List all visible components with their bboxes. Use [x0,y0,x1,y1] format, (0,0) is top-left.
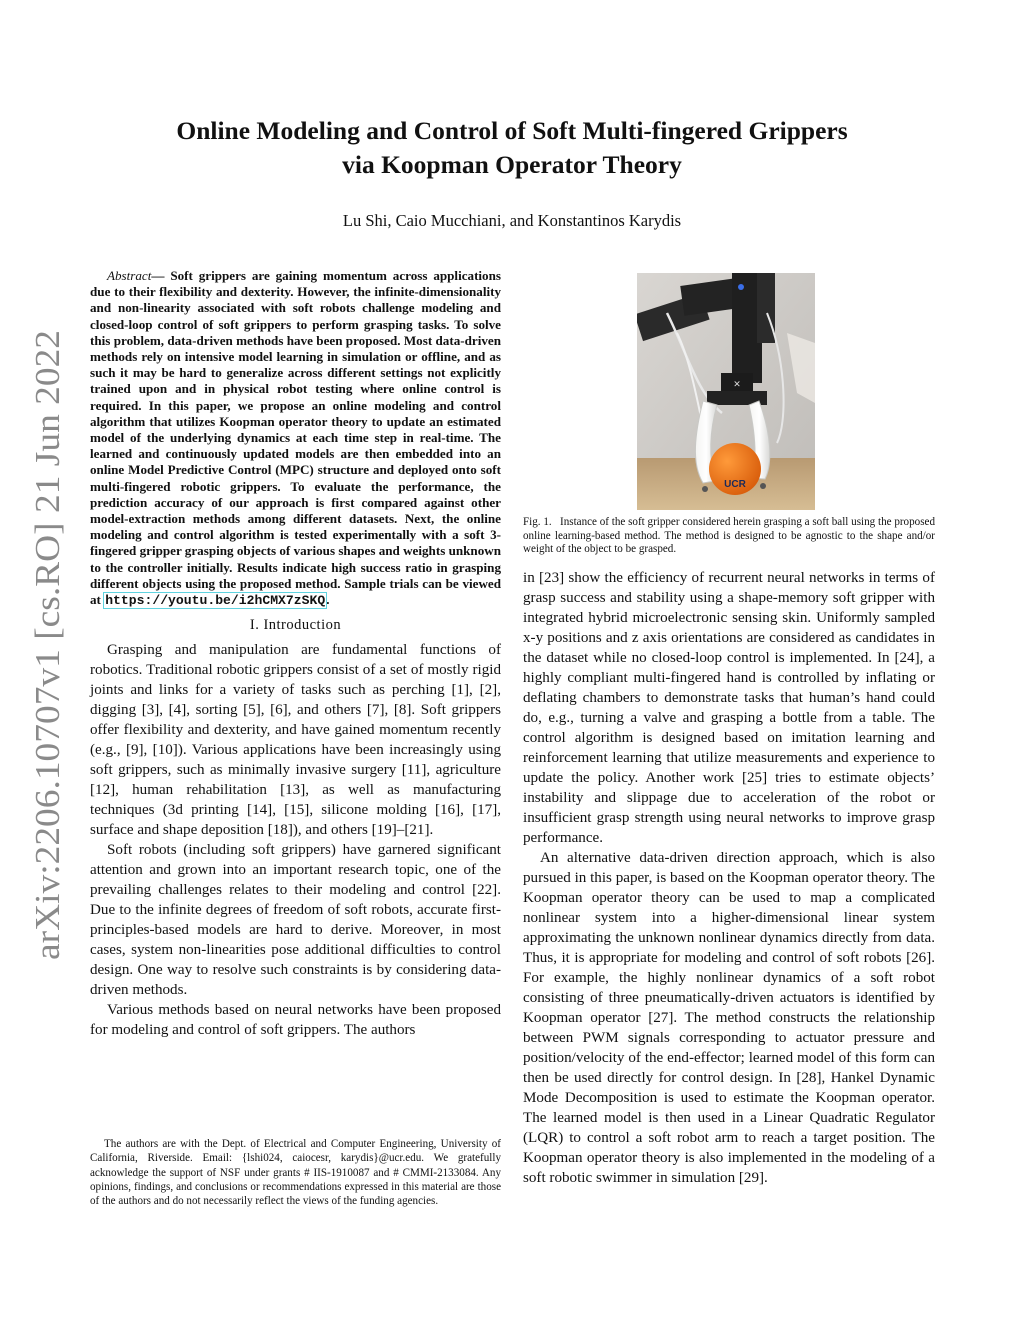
right-paragraph-1: in [23] show the efficiency of recurrent neural networks in terms of grasp success and stability using a shape-memory soft gripper with integrated hybrid microelectronic sensing skin. Uniformly sampled x-y positions and z axis orientations are considered as candidates in the dataset while no closed-loop control is implemented. In [24], a highly compliant multi-fingered hand is controlled by inflating or deflating chambers to demonstrate tasks that human’s hand could do, e.g., turning a valve and grasping a bottle from a table. The control algorithm is designed based on imitation learning and reinforcement learning that utilize measurements and experience to update the policy. Another work [25] tries to estimate objects’ instability and slippage due to acceleration of the robot or insufficient grasp strength using neural networks to improve grasp performance. [523,570,935,846]
right-column [523,268,935,1186]
section-heading-introduction: I. Introduction [249,617,342,634]
figure-caption [523,516,935,557]
intro-paragraph-3: Various methods based on neural networks have been proposed for modeling and control of soft grippers. The authors [90,1002,501,1039]
right-column-text [523,568,935,1188]
right-paragraph-2: An alternative data-driven direction approach, which is also pursued in this paper, is based on the Koopman operator theory. The Koopman operator theory can be used to map a complicated nonlinear system into a higher-dimensional linear system approximating the unknown nonlinear dynamics directly from data. Thus, it is appropriate for modeling and control of soft robots [26]. For example, the highly nonlinear dynamics of a soft robot consisting of three pneumatically-driven actuators is identified by Koopman operator [27]. The method constructs the relationship between PWM signals corresponding to actuator pressure and position/velocity of the end-effector; learned model of this form can then be used directly for control design. In [28], Hankel Dynamic Mode Decomposition is used to estimate the Koopman operator. The learned model is then used in a Linear Quadratic Regulator (LQR) to control a soft robot arm to reach a target position. The Koopman operator theory is also implemented in the modeling of a soft robotic swimmer in simulation [29]. [523,850,935,1186]
title-line-2: via Koopman Operator Theory [342,150,682,179]
author-footnote: The authors are with the Dept. of Electrical and Computer Engineering, University of California, Riverside. Email: {lshi024, caiocesr, karydis}@ucr.edu. We gratefully acknowledge the support of NSF under grants # IIS-1910087 and # CMMI-2133084. Any opinions, findings, and conclusions or recommendations expressed in this material are those of the authors and do not necessarily reflect the views of the funding agencies. [90,1138,501,1208]
svg-text:✕: ✕ [733,379,741,389]
arxiv-identifier-text: arXiv:2206.10707v1 [cs.RO] 21 Jun 2022 [28,370,67,960]
figure-caption-text: Instance of the soft gripper considered herein grasping a soft ball using the proposed online learning-based method. The method is designed to be agnostic to the shape and/or weight of the object to be grasped. [523,516,935,556]
soft-gripper-photo [637,273,815,510]
intro-paragraph-2: Soft robots (including soft grippers) have garnered significant attention and grown into an important research topic, one of the prevailing challenges relates to their modeling and control [22]. Due to the infinite degrees of freedom of soft robots, accurate first-principles-based models are hard to derive. Moreover, in most cases, system non-linearities pose additional difficulties to control design. One way to resolve such constraints is by considering data-driven methods. [90,842,501,999]
left-column [90,268,501,1040]
abstract-body: Soft grippers are gaining momentum across applications due to their flexibility and dexterity. However, the infinite-dimensionality and non-linearity associated with soft robots challenge modeling and closed-loop control of soft grippers to perform grasping tasks. To solve this problem, data-driven methods have been proposed. Most data-driven methods rely on intensive model learning in simulation or offline, and as such it may be hard to generalize across different settings not explicitly trained upon and in physical robot testing where online control is required. In this paper, we propose an online modeling and control algorithm that utilizes Koopman operator theory to update an estimated model of the underlying dynamics at each time step in real-time. The learned and continuously updated models are then embedded into an online Model Predictive Control (MPC) structure and deployed onto soft multi-fingered robotic grippers. To evaluate the performance, the prediction accuracy of our approach is first compared against other model-extraction methods among different datasets. Next, the online modeling and control algorithm is tested experimentally with a soft 3-fingered gripper grasping objects of various shapes and weights unknown to the controller initially. Results indicate high success ratio in grasping different objects using the proposed method. Sample trials can be viewed at [90,268,501,608]
intro-paragraph-1: Grasping and manipulation are fundamental functions of robotics. Traditional robotic grippers consist of a set of mostly rigid joints and links for a variety of tasks such as perching [1], [2], digging [3], [4], sorting [5], [6], and others [7], [8]. Soft grippers offer flexibility and dexterity, and have gained momentum recently (e.g., [9], [10]). Various applications have been increasingly using soft grippers, such as minimally invasive surgery [11], agriculture [12], human rehabilitation [13], as well as manufacturing techniques (3d printing [14], [15], silicone molding [16], [17], surface and shape deposition [18]), and others [19]–[21]. [90,642,501,839]
abstract-label: Abstract [107,268,152,283]
figure-caption-label: Fig. 1. [523,516,552,528]
ucr-ball [709,443,761,495]
author-list: Lu Shi, Caio Mucchiani, and Konstantinos Karydis [342,211,682,230]
title-line-1: Online Modeling and Control of Soft Multi-fingered Grippers [176,116,848,145]
ball-label: UCR [724,479,746,490]
abstract [90,268,501,609]
introduction-text [90,640,501,1040]
abstract-end: . [326,592,330,608]
abstract-dash: — [151,268,165,283]
arxiv-identifier-stamp [14,320,74,960]
paper-title [100,114,924,182]
video-link[interactable]: https://youtu.be/i2hCMX7zSKQ [105,593,326,609]
figure-1 [523,268,935,558]
